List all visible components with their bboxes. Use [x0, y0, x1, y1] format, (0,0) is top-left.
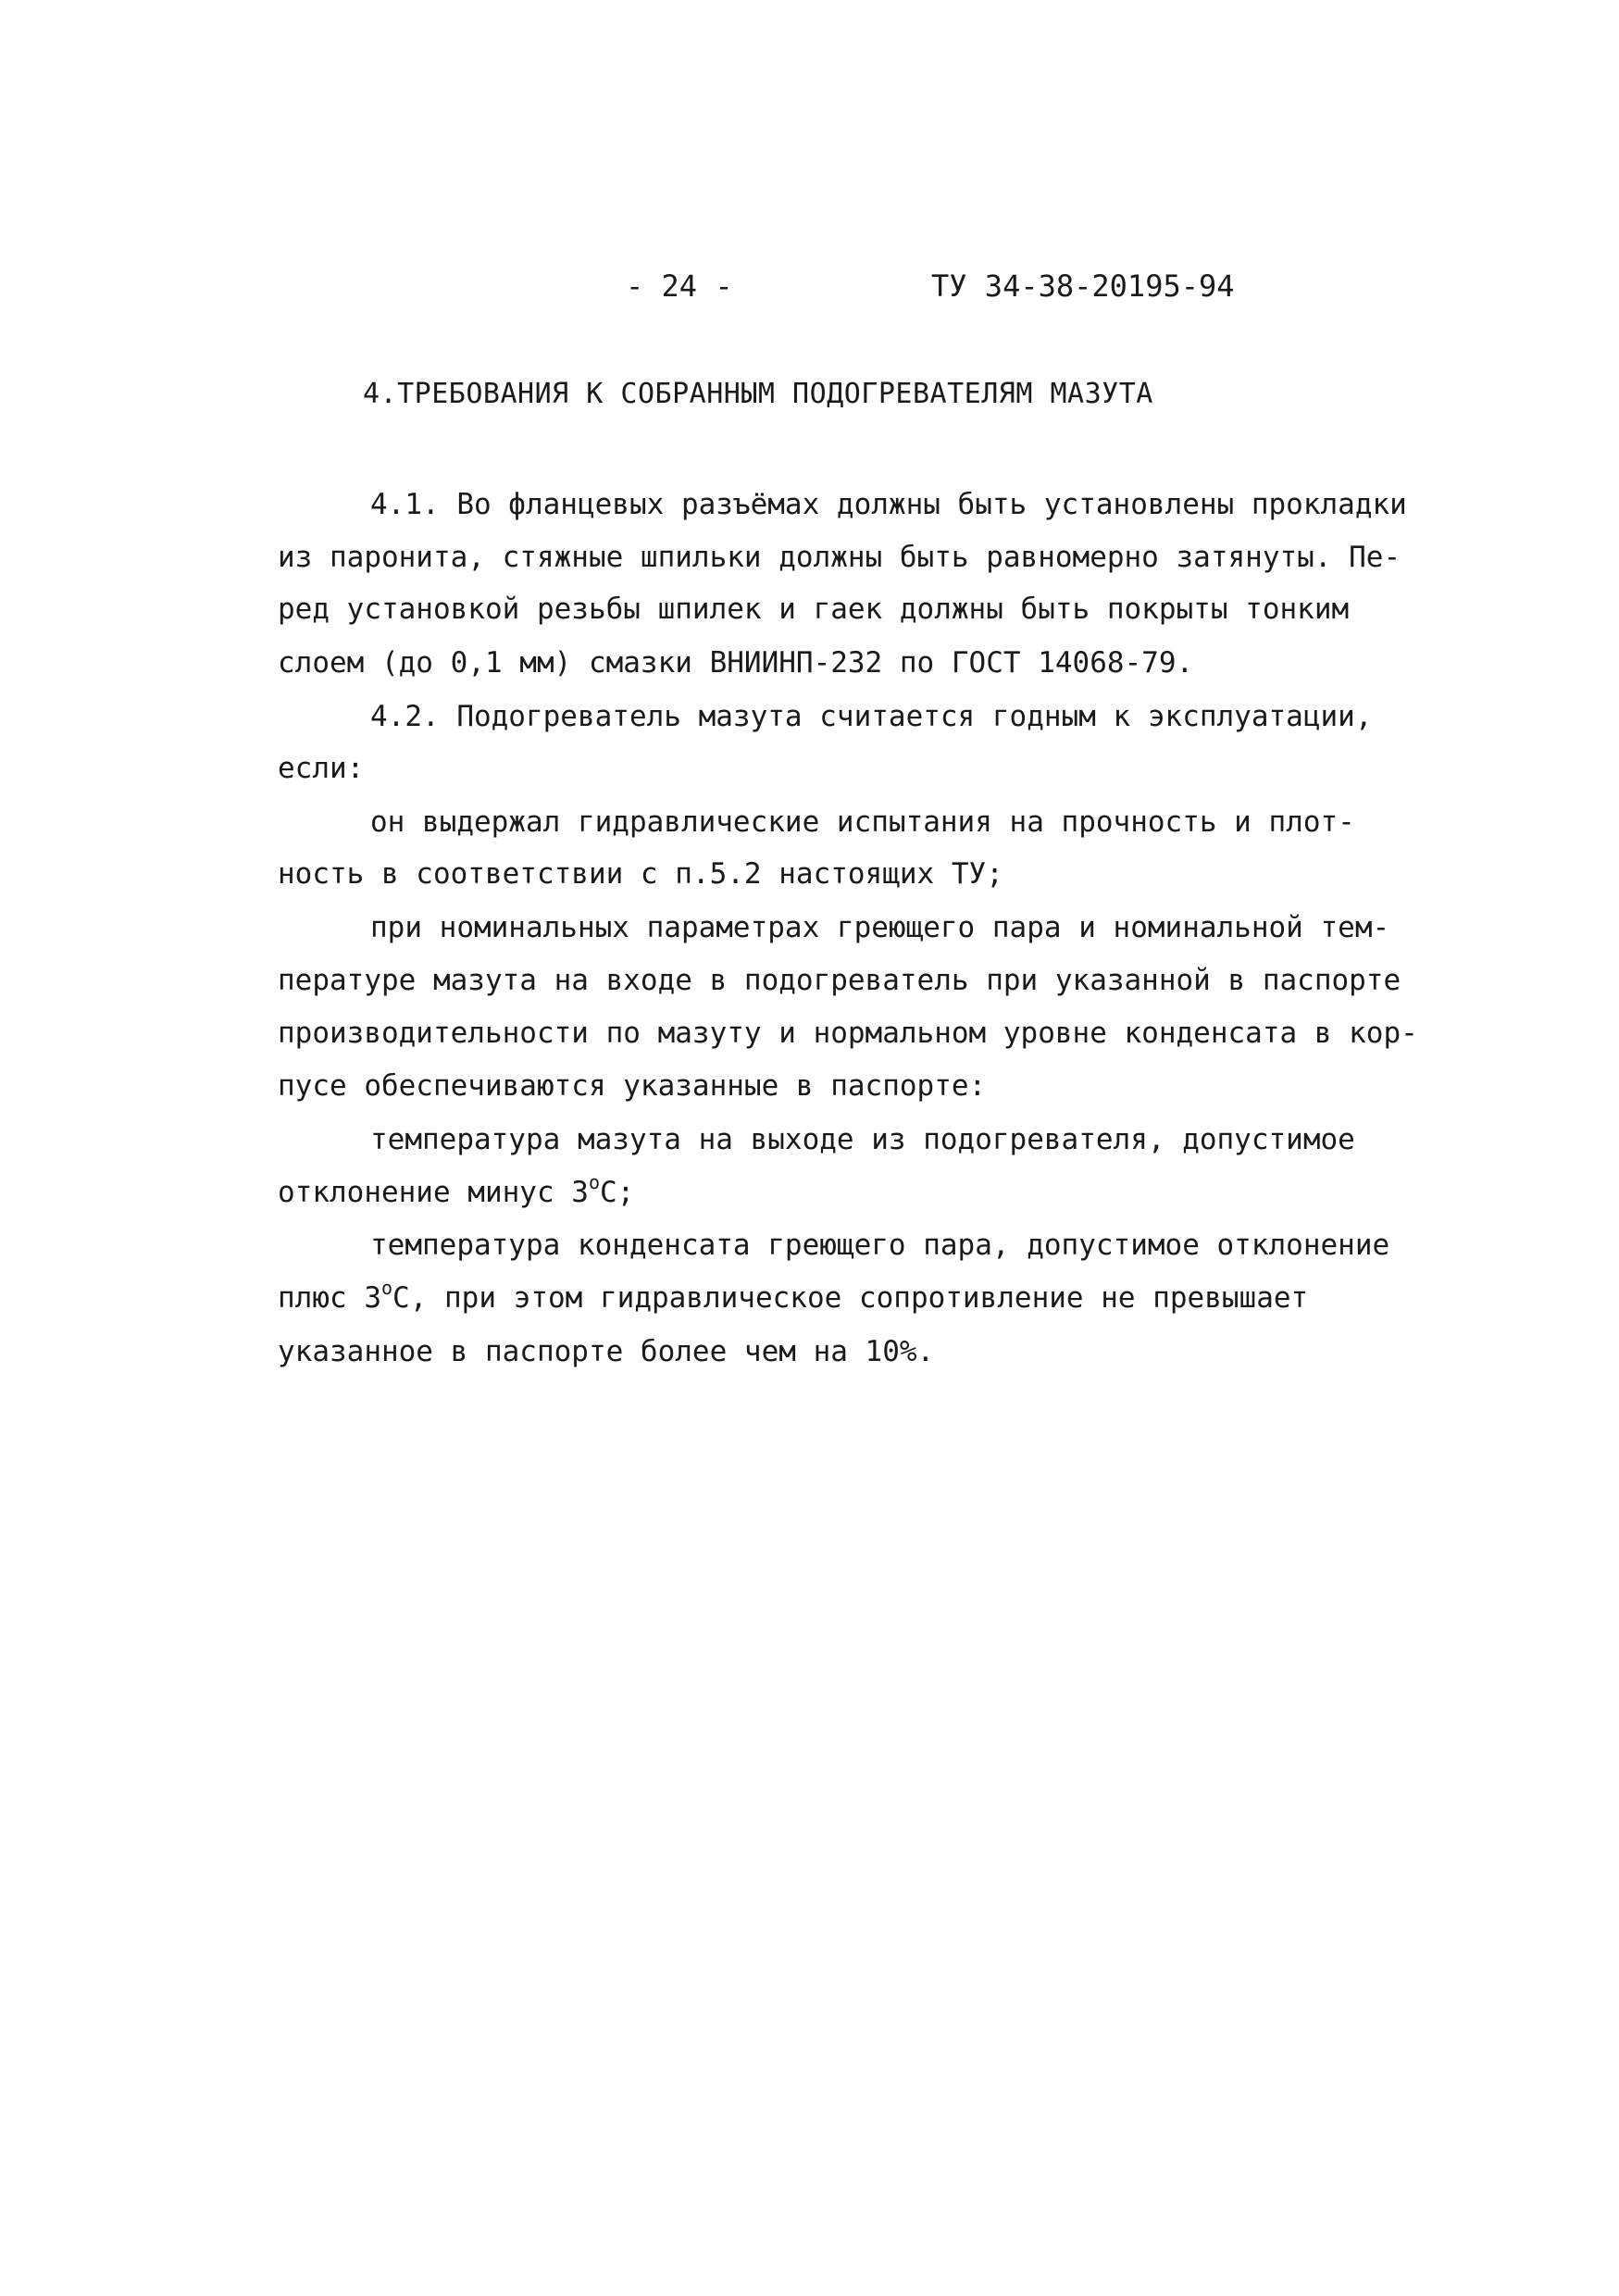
- paragraph-line: он выдержал гидравлические испытания на прочность и плот-: [370, 805, 1355, 839]
- paragraph-line: производительности по мазуту и нормальном уровне конденсата в кор-: [278, 1017, 1418, 1050]
- paragraph-line: пературе мазута на входе в подогреватель при указанной в паспорте: [278, 964, 1401, 997]
- paragraph-line: 4.1. Во фланцевых разъёмах должны быть установлены прокладки: [370, 488, 1407, 521]
- paragraph-line: [278, 1279, 1308, 1316]
- paragraph-line: слоем (до 0,1 мм) смазки ВНИИНП-232 по ГОСТ 14068-79.: [278, 646, 1194, 680]
- paragraph-line: ред установкой резьбы шпилек и гаек должны быть покрыты тонким: [278, 593, 1350, 626]
- paragraph-line: пусе обеспечиваются указанные в паспорте:: [278, 1069, 987, 1103]
- line-text: С, при этом гидравлическое сопротивление не превышает: [392, 1281, 1309, 1315]
- paragraph-line: 4.2. Подогреватель мазута считается годным к эксплуатации,: [370, 700, 1373, 733]
- document-code: ТУ 34-38-20195-94: [931, 268, 1235, 304]
- paragraph-line: температура конденсата греющего пара, допустимое отклонение: [370, 1229, 1390, 1262]
- page-number: - 24 -: [626, 268, 733, 304]
- paragraph-line: при номинальных параметрах греющего пара и номинальной тем-: [370, 911, 1390, 944]
- paragraph-line: из паронита, стяжные шпильки должны быть равномерно затянуты. Пе-: [278, 541, 1401, 574]
- paragraph-line: ность в соответствии с п.5.2 настоящих ТУ;: [278, 857, 1003, 891]
- line-text: С;: [600, 1176, 635, 1209]
- line-text: плюс 3: [278, 1281, 381, 1315]
- paragraph-line: если:: [278, 752, 365, 785]
- line-text: отклонение минус 3: [278, 1176, 589, 1209]
- paragraph-line: указанное в паспорте более чем на 10%.: [278, 1335, 935, 1368]
- paragraph-line: [278, 1171, 635, 1211]
- degree-superscript: о: [380, 1277, 393, 1299]
- section-title: 4.ТРЕБОВАНИЯ К СОБРАННЫМ ПОДОГРЕВАТЕЛЯМ МАЗУТА: [363, 378, 1153, 410]
- paragraph-line: температура мазута на выходе из подогревателя, допустимое: [370, 1123, 1355, 1156]
- degree-superscript: о: [588, 1171, 600, 1193]
